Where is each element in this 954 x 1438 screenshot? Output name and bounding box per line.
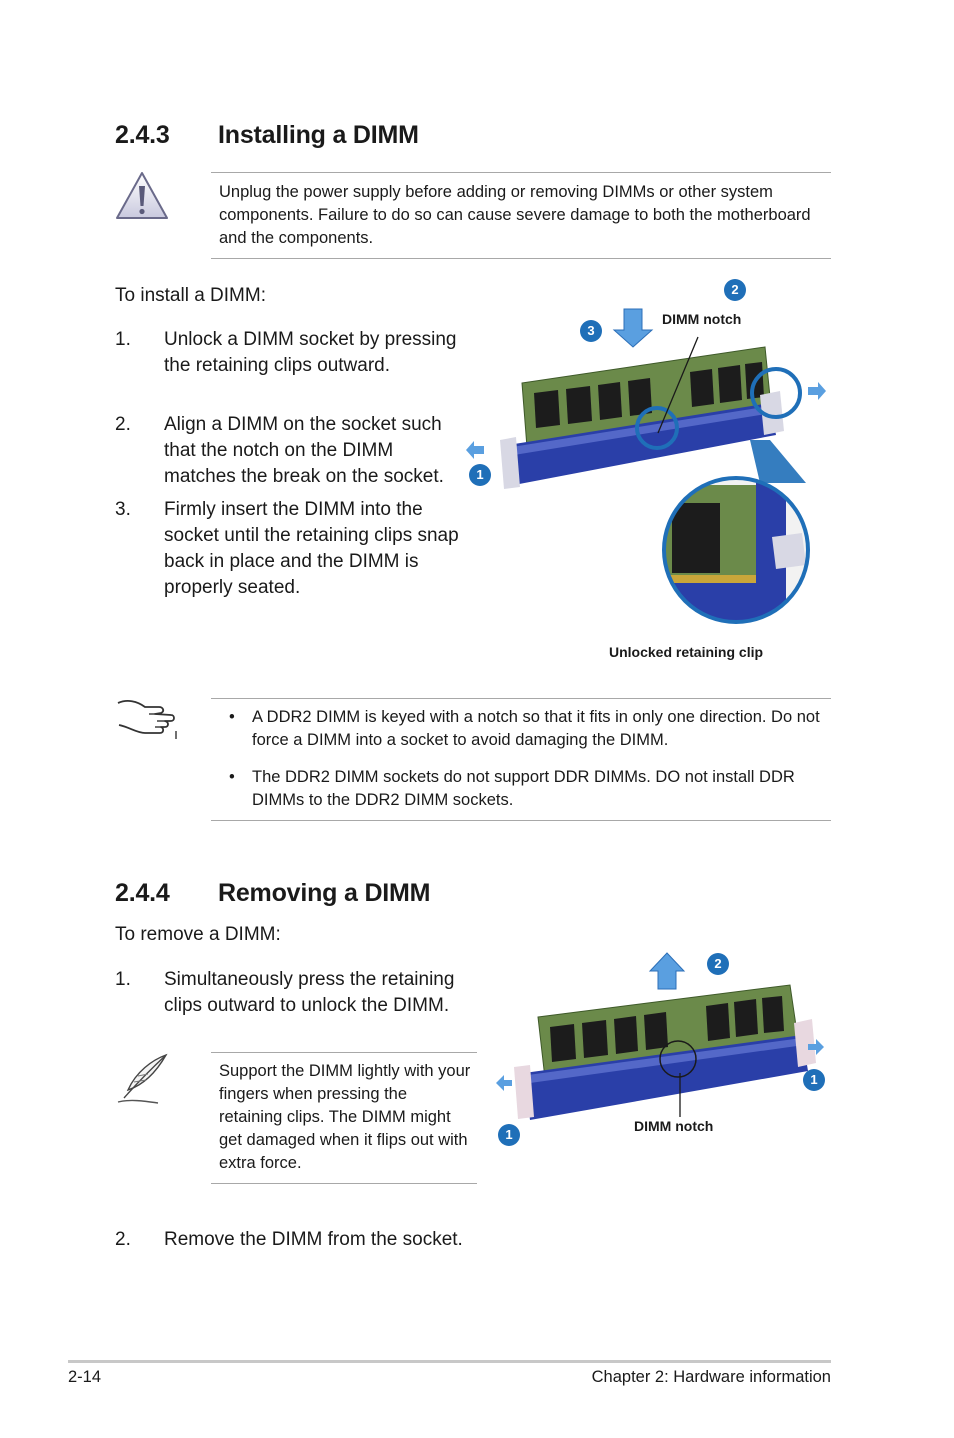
notch-label: DIMM notch: [634, 1118, 714, 1134]
warning-icon: [114, 170, 170, 222]
step-number: 1.: [115, 969, 131, 990]
section-number: 2.4.3: [115, 121, 170, 149]
section-heading-install: [115, 121, 615, 153]
warning-text: Unplug the power supply before adding or removing DIMMs or other system components. Failure to do so can cause severe damage to both the motherboard and the components.: [219, 183, 811, 247]
tip-top-rule: [211, 1052, 477, 1053]
step-badge-3: 3: [580, 320, 602, 342]
remove-intro: To remove a DIMM:: [115, 924, 281, 945]
note-bottom-rule: [211, 820, 831, 821]
arrow-icon: [808, 382, 826, 400]
section-number: 2.4.4: [115, 879, 170, 907]
arrow-icon: [614, 309, 652, 347]
arrow-icon: [496, 1075, 512, 1091]
step-text: Remove the DIMM from the socket.: [164, 1229, 463, 1250]
step-badge-1-right: 1: [803, 1069, 825, 1091]
step-badge-1: 1: [469, 464, 491, 486]
page-number: 2-14: [68, 1368, 102, 1386]
zoom-inset: [660, 475, 808, 635]
note-text: A DDR2 DIMM is keyed with a notch so that it fits in only one direction. Do not force a DIMM into a socket to avoid damaging the DIMM.: [252, 708, 820, 749]
chapter-title: Chapter 2: Hardware information: [591, 1368, 831, 1386]
step-text: Align a DIMM on the socket such that the notch on the DIMM matches the break on the socket.: [164, 414, 444, 487]
hand-icon: [115, 693, 179, 741]
feather-icon: [114, 1052, 172, 1108]
arrow-icon: [466, 441, 484, 459]
remove-step-2: [115, 1227, 465, 1255]
step-text: Simultaneously press the retaining clips outward to unlock the DIMM.: [164, 969, 455, 1016]
install-intro: To install a DIMM:: [115, 285, 266, 306]
bullet-dot: •: [229, 708, 235, 726]
install-dimm-figure: [460, 275, 840, 635]
step-text: Firmly insert the DIMM into the socket until the retaining clips snap back in place and the DIMM is properly seated.: [164, 499, 459, 598]
footer-rule: [68, 1360, 831, 1363]
install-step-3: [115, 497, 465, 605]
step-text: Unlock a DIMM socket by pressing the retaining clips outward.: [164, 329, 457, 376]
warning-top-rule: [211, 172, 831, 173]
warning-bottom-rule: [211, 258, 831, 259]
step-number: 2.: [115, 1229, 131, 1250]
step-number: 3.: [115, 499, 131, 520]
note-bullet-1: [229, 706, 829, 754]
remove-step-1: [115, 967, 465, 1021]
note-top-rule: [211, 698, 831, 699]
note-bullet-2: [229, 766, 829, 814]
arrow-icon: [650, 953, 684, 989]
tip-text: Support the DIMM lightly with your fingers when pressing the retaining clips. The DIMM might get damaged when it flips out with extra force.: [219, 1062, 471, 1172]
step-badge-2: 2: [724, 279, 746, 301]
install-step-1: [115, 327, 465, 407]
step-badge-2: 2: [707, 953, 729, 975]
step-number: 1.: [115, 329, 131, 350]
section-heading-remove: [115, 879, 615, 911]
section-title: Removing a DIMM: [218, 879, 431, 907]
step-badge-1-left: 1: [498, 1124, 520, 1146]
tip-bottom-rule: [211, 1183, 477, 1184]
section-title: Installing a DIMM: [218, 121, 419, 149]
notch-label: DIMM notch: [662, 311, 742, 327]
step-number: 2.: [115, 414, 131, 435]
note-text: The DDR2 DIMM sockets do not support DDR DIMMs. DO not install DDR DIMMs to the DDR2 DIMM sockets.: [252, 768, 795, 809]
clip-label: Unlocked retaining clip: [609, 644, 764, 660]
install-step-2: [115, 412, 465, 492]
bullet-dot: •: [229, 768, 235, 786]
